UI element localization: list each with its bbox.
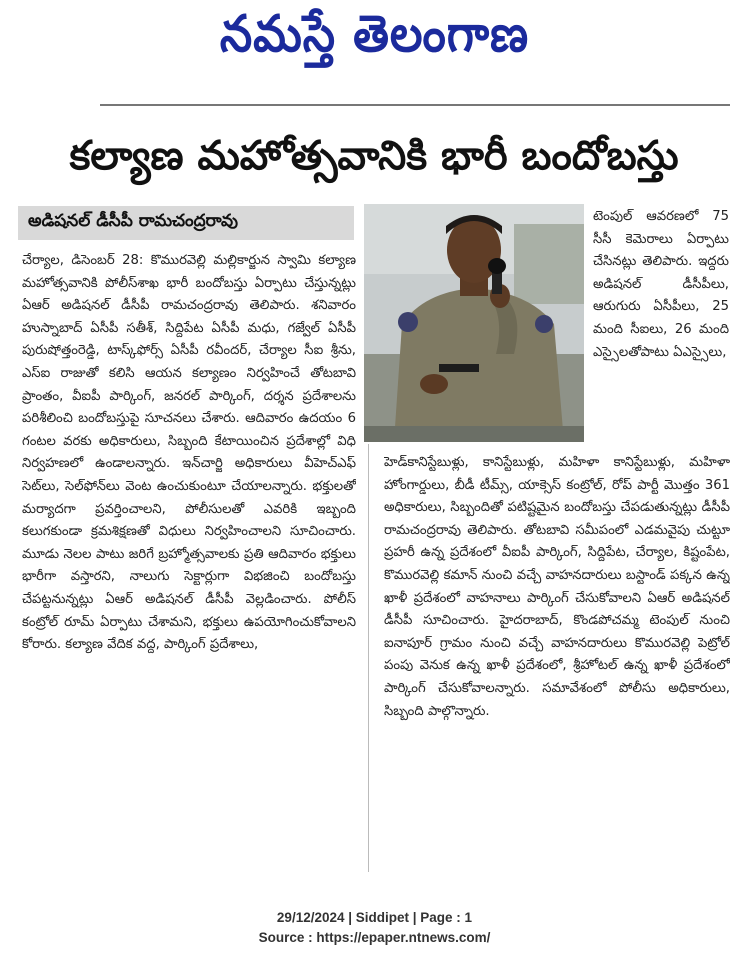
article-photo <box>364 204 584 442</box>
footer-date-edition: 29/12/2024 | Siddipet | Page : 1 <box>276 910 473 925</box>
footer-source: Source : https://epaper.ntnews.com/ <box>258 930 491 945</box>
masthead-divider <box>100 104 730 106</box>
page-footer <box>0 908 749 948</box>
masthead <box>0 0 749 80</box>
article-body-left-column: చేర్యాల, డిసెంబర్ 28: కొమురవెల్లి మల్లికార్జున స్వామి కల్యాణ మహోత్సవానికి పోలీస్‌శాఖ భారీ బందోబస్తు ఏర్పాటు చేస్తున్నట్లు ఏఆర్ అడిషనల్ డీసీపీ రామచంద్రరావు తెలిపారు. శనివారం హుస్నాబాద్ ఏసీపీ సతీశ్, సిద్దిపేట ఏసీపీ మధు, గజ్వేల్ ఏసీపీ పురుషోత్తంరెడ్డి, టాస్క్‌ఫోర్స్ ఏసీపీ రవీందర్, చేర్యాల సీఐ శ్రీను, ఎస్ఐ రాజుతో కలిసి ఆయన కల్యాణం నిర్వహించే తోటబావి ప్రాంతం, వీఐపీ పార్కింగ్, జనరల్ పార్కింగ్, దర్శన ప్రదేశాలను పరిశీలించి బందోబస్తుపై సూచనలు చేశారు. ఆదివారం ఉదయం 6 గంటల వరకు అధికారులు, సిబ్బంది కేటాయించిన ప్రదేశాల్లో విధి నిర్వహణలో ఉండాలన్నారు. ఇన్‌చార్జి అధికారులు వీహెచ్‌ఎఫ్ సెట్‌లు, సెల్‌ఫోన్‌లు వెంట ఉంచుకుంటూ చేయాలన్నారు. భక్తులతో మర్యాదగా ప్రవర్తించాలని, పోలీసులతో ఎవరికి ఇబ్బంది కలుగకుండా క్రమశిక్షణతో విధులు నిర్వహించాలని సూచించారు. మూడు నెలల పాటు జరిగే బ్రహ్మోత్సవాలకు ప్రతి ఆదివారం భక్తులు భారీగా వస్తారని, నాలుగు సెక్టార్లుగా విభజించి బందోబస్తు చేపట్టనున్నట్లు ఏఆర్ అడిషనల్ డీసీపీ వెల్లడించారు. పోలీస్ కంట్రోల్ రూమ్ ఏర్పాటు చేశామని, భక్తులు ఉపయోగించుకోవాలని కోరారు. కల్యాణ వేదిక వద్ద, పార్కింగ్ ప్రదేశాలు, <box>22 253 356 653</box>
article-body-right-column: హెడ్‌కానిస్టేబుళ్లు, కానిస్టేబుళ్లు, మహిళా కానిస్టేబుళ్లు, మహిళా హోంగార్డులు, బీడీ టీమ్స్, యాక్సెస్ కంట్రోల్, రోప్ పార్టీ మొత్తం 361 అధికారులు, సిబ్బందితో పటిష్టమైన బందోబస్తు చేపడుతున్నట్లు డీసీపీ రామచంద్రరావు తెలిపారు. తోటబావి సమీపంలో ఎడమవైపు చుట్టూ ప్రహరీ ఉన్న ప్రదేశంలో వీఐపీ పార్కింగ్, సిద్దిపేట, చేర్యాల, కిష్టంపేట, కొమురవెల్లి కమాన్ నుంచి వచ్చే వాహనదారులు బస్టాండ్ పక్కన ఉన్న ఖాళీ ప్రదేశంలో వాహనాలు పార్కింగ్ చేసుకోవాలని ఏఆర్ అడిషనల్ డీసీపీ సూచించారు. హైదరాబాద్, కొండపోచమ్మ టెంపుల్ నుంచి ఐనాపూర్ గ్రామం నుంచి వచ్చే వాహనదారులు కొమురవెల్లి పెట్రోల్ పంపు వెనుక ఉన్న ఖాళీ ప్రదేశంలో, శ్రీహోటల్ ఉన్న ఖాళీ ప్రదేశంలో పార్కింగ్ చేసుకోవాలన్నారు. సమావేశంలో పోలీసు అధికారులు, సిబ్బంది పాల్గొన్నారు. <box>384 455 730 719</box>
article-byline: అడిషనల్ డీసీపీ రామచంద్రరావు <box>18 206 354 240</box>
newspaper-logo: నమస్తే తెలంగాణ <box>219 3 530 64</box>
column-divider <box>368 444 369 872</box>
police-officer-photo <box>364 204 584 442</box>
article-body-top-right-column: టెంపుల్ ఆవరణలో 75 సీసీ కెమెరాలు ఏర్పాటు చేసినట్లు తెలిపారు. ఇద్దరు అడిషనల్ డీసీపీలు, ఆరుగురు ఏసీపీలు, 25 మంది సీఐలు, 26 మంది ఎస్సైలతోపాటు ఏఎస్సైలు, <box>593 209 729 360</box>
article-headline: కల్యాణ మహోత్సవానికి భారీ బందోబస్తు <box>69 133 679 179</box>
